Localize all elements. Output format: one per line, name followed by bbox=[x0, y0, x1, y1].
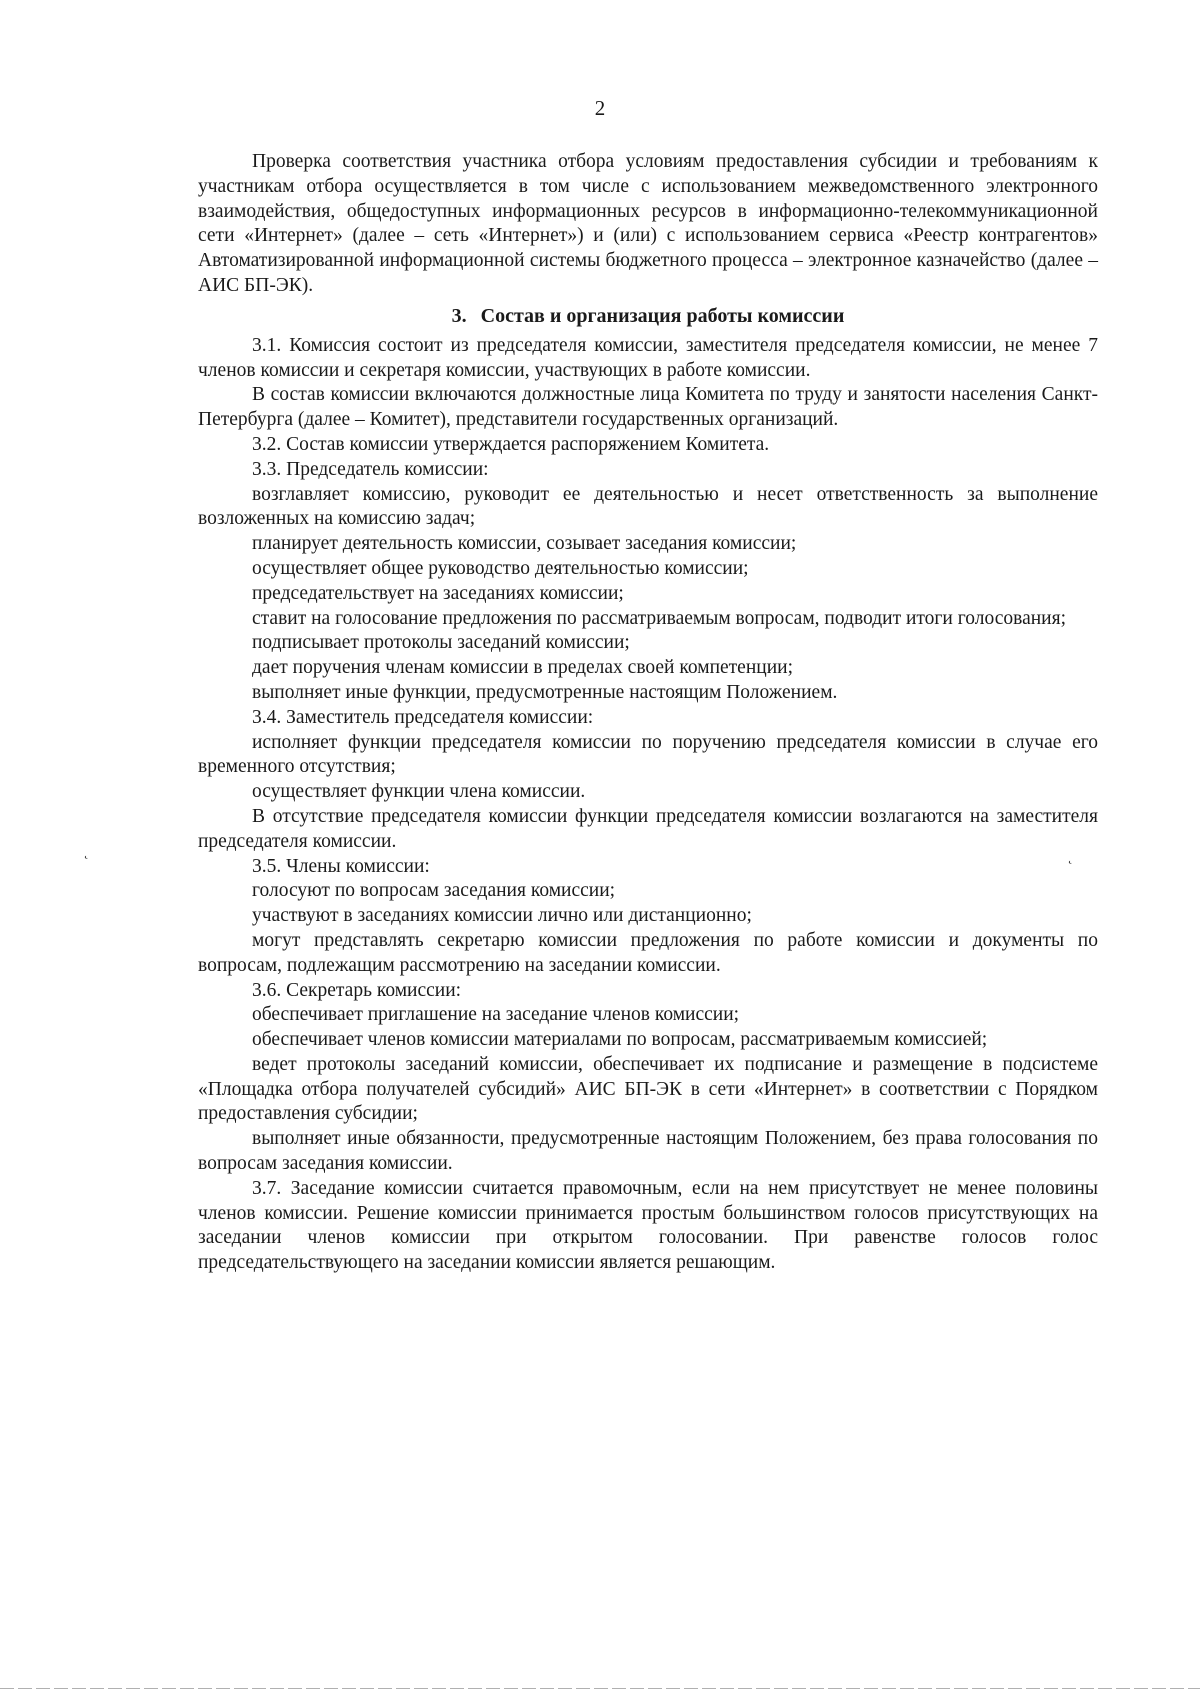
chair-duty: ставит на голосование предложения по рассматриваемым вопросам, подводит итоги голосования; bbox=[252, 607, 1066, 629]
member-duty: могут представлять секретарю комиссии предложения по работе комиссии и документы по вопросам, подлежащим рассмотрению на заседании комиссии. bbox=[198, 929, 1098, 976]
deputy-duty: осуществляет функции члена комиссии. bbox=[252, 781, 586, 803]
paragraph-3-7: 3.7. Заседание комиссии считается правомочным, если на нем присутствует не менее половины членов комиссии. Решение комиссии принимается простым большинством голосов присутствующих на заседании членов комиссии при открытом голосовании. При равенстве голосов голос председательствующего на заседании комиссии является решающим. bbox=[198, 1177, 1098, 1274]
chair-duty: планирует деятельность комиссии, созывает заседания комиссии; bbox=[252, 533, 797, 555]
secretary-duty: ведет протоколы заседаний комиссии, обеспечивает их подписание и размещение в подсистеме «Площадка отбора получателей субсидий» АИС БП-ЭК в сети «Интернет» в соответствии с Порядком предоставления субсидии; bbox=[198, 1053, 1098, 1125]
chair-duty: подписывает протоколы заседаний комиссии; bbox=[252, 632, 630, 654]
secretary-duty: обеспечивает приглашение на заседание членов комиссии; bbox=[252, 1004, 740, 1026]
paragraph-composition: В состав комиссии включаются должностные лица Комитета по труду и занятости населения Санкт-Петербурга (далее – Комитет), представители государственных организаций. bbox=[198, 384, 1098, 431]
section-number: 3. bbox=[451, 304, 467, 327]
member-duty: участвуют в заседаниях комиссии лично или дистанционно; bbox=[252, 905, 752, 927]
section-title: Состав и организация работы комиссии bbox=[480, 304, 845, 327]
paragraph-3-2: 3.2. Состав комиссии утверждается распоряжением Комитета. bbox=[252, 433, 770, 455]
paragraph-3-5: 3.5. Члены комиссии: bbox=[252, 855, 430, 877]
paragraph-3-1: 3.1. Комиссия состоит из председателя комиссии, заместителя председателя комиссии, не менее 7 членов комиссии и секретаря комиссии, участвующих в работе комиссии. bbox=[198, 334, 1098, 381]
chair-duty: дает поручения членам комиссии в пределах своей компетенции; bbox=[252, 657, 793, 679]
scan-speck: ˛ bbox=[1068, 850, 1073, 865]
secretary-duty: обеспечивает членов комиссии материалами по вопросам, рассматриваемым комиссией; bbox=[252, 1029, 988, 1051]
paragraph-3-3: 3.3. Председатель комиссии: bbox=[252, 458, 489, 480]
chair-duty: осуществляет общее руководство деятельностью комиссии; bbox=[252, 557, 749, 579]
page-number: 2 bbox=[594, 96, 606, 120]
document-body bbox=[198, 150, 1098, 1276]
chair-duty: возглавляет комиссию, руководит ее деятельностью и несет ответственность за выполнение возложенных на комиссию задач; bbox=[198, 483, 1098, 530]
deputy-paragraph: В отсутствие председателя комиссии функции председателя комиссии возлагаются на заместителя председателя комиссии. bbox=[198, 805, 1098, 852]
secretary-duty: выполняет иные обязанности, предусмотренные настоящим Положением, без права голосования по вопросам заседания комиссии. bbox=[198, 1128, 1098, 1175]
member-duty: голосуют по вопросам заседания комиссии; bbox=[252, 880, 616, 902]
chair-duty: выполняет иные функции, предусмотренные настоящим Положением. bbox=[252, 681, 838, 703]
section-heading bbox=[198, 303, 1098, 329]
deputy-duty: исполняет функции председателя комиссии по поручению председателя комиссии в случае его временного отсутствия; bbox=[198, 731, 1098, 778]
scan-edge-line bbox=[0, 1688, 1200, 1689]
intro-paragraph: Проверка соответствия участника отбора условиям предоставления субсидии и требованиям к участникам отбора осуществляется в том числе с использованием межведомственного электронного взаимодействия, общедоступных информационных ресурсов в информационно-телекоммуникационной сети «Интернет» (далее – сеть «Интернет») и (или) с использованием сервиса «Реестр контрагентов» Автоматизированной информационной системы бюджетного процесса – электронное казначейство (далее – АИС БП-ЭК). bbox=[198, 151, 1098, 296]
scan-speck: ˛ bbox=[84, 845, 89, 860]
paragraph-3-4: 3.4. Заместитель председателя комиссии: bbox=[252, 706, 594, 728]
paragraph-3-6: 3.6. Секретарь комиссии: bbox=[252, 979, 462, 1001]
chair-duty: председательствует на заседаниях комиссии; bbox=[252, 582, 624, 604]
